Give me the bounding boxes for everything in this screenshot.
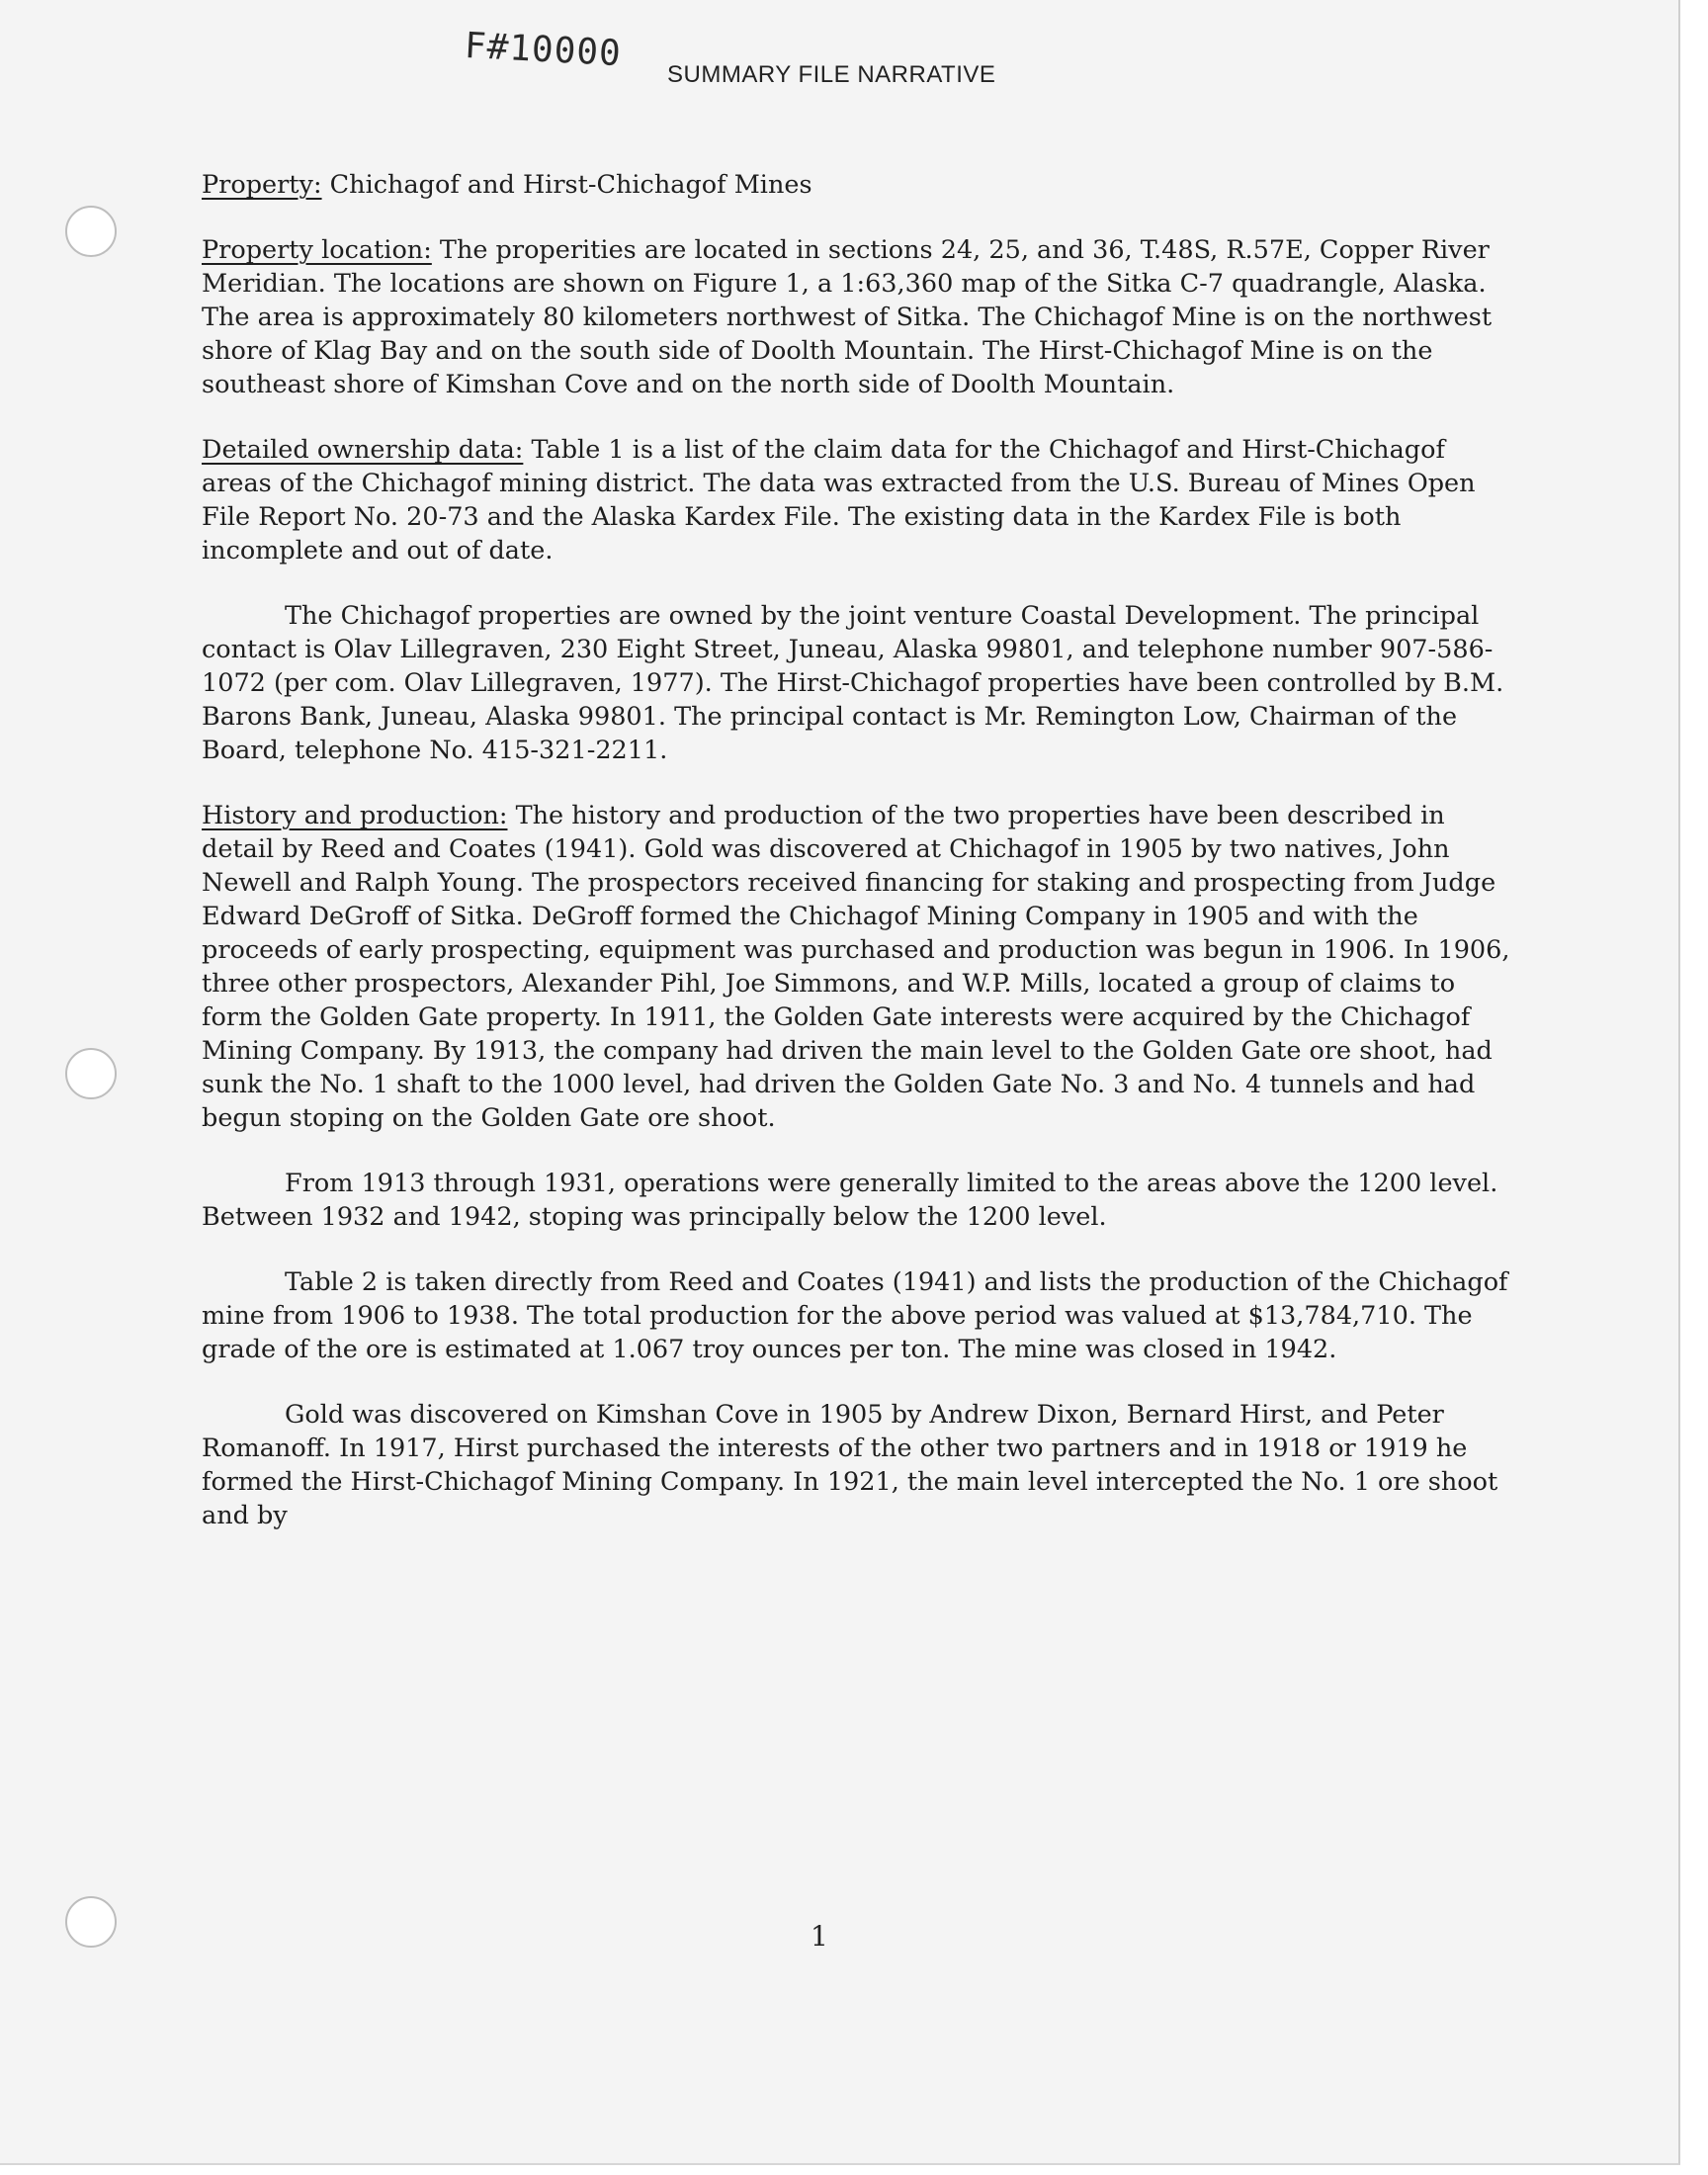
history-text: The history and production of the two properties have been described in detail by Reed and Coates (1941). Gold was discovered at Chichagof in 1905 by two natives, John Newell and Ralph Young. The prospectors received financing for staking and prospecting from Judge Edward DeGroff of Sitka. DeGroff formed the Chichagof Mining Company in 1905 and with the proceeds of early prospecting, equipment was purchased and production was begun in 1906. In 1906, three other prospectors, Alexander Pihl, Joe Simmons, and W.P. Mills, located a group of claims to form the Golden Gate property. In 1911, the Golden Gate interests were acquired by the Chichagof Mining Company. By 1913, the company had driven the main level to the Golden Gate ore shoot, had sunk the No. 1 shaft to the 1000 level, had driven the Golden Gate No. 3 and No. 4 tunnels and had begun stoping on the Golden Gate ore shoot. <box>202 801 1510 1133</box>
file-number-stamp: F#10000 <box>464 25 623 75</box>
history-paragraph-4: Gold was discovered on Kimshan Cove in 1905 by Andrew Dixon, Bernard Hirst, and Peter Romanoff. In 1917, Hirst purchased the interests of the other two partners and in 1918 or 1919 he formed the Hirst-Chichagof Mining Company. In 1921, the main level intercepted the No. 1 ore shoot and by <box>202 1400 1498 1530</box>
location-heading: Property location: <box>202 235 432 265</box>
history-heading: History and production: <box>202 801 508 830</box>
document-body <box>202 168 1516 1564</box>
history-paragraph <box>202 799 1516 1135</box>
page-number: 1 <box>811 1920 828 1953</box>
punch-hole-middle <box>65 1048 117 1099</box>
ownership-heading: Detailed ownership data: <box>202 435 524 465</box>
punch-hole-top <box>65 206 117 257</box>
property-paragraph <box>202 168 1516 202</box>
ownership-paragraph <box>202 433 1516 567</box>
history-paragraph-2: From 1913 through 1931, operations were generally limited to the areas above the 1200 level. Between 1932 and 1942, stoping was principally below the 1200 level. <box>202 1169 1498 1232</box>
ownership-paragraph-2: The Chichagof properties are owned by the joint venture Coastal Development. The principal contact is Olav Lillegraven, 230 Eight Street, Juneau, Alaska 99801, and telephone number 907-586-1072 (per com. Olav Lillegraven, 1977). The Hirst-Chichagof properties have been controlled by B.M. Barons Bank, Juneau, Alaska 99801. The principal contact is Mr. Remington Low, Chairman of the Board, telephone No. 415-321-2211. <box>202 601 1504 765</box>
location-text: The properities are located in sections 24, 25, and 36, T.48S, R.57E, Copper River Meridian. The locations are shown on Figure 1, a 1:63,360 map of the Sitka C-7 quadrangle, Alaska. The area is approximately 80 kilometers northwest of Sitka. The Chichagof Mine is on the northwest shore of Klag Bay and on the south side of Doolth Mountain. The Hirst-Chichagof Mine is on the southeast shore of Kimshan Cove and on the north side of Doolth Mountain. <box>202 235 1493 399</box>
punch-hole-bottom <box>65 1896 117 1948</box>
document-title: SUMMARY FILE NARRATIVE <box>667 61 996 88</box>
location-paragraph <box>202 233 1516 401</box>
property-text: Chichagof and Hirst-Chichagof Mines <box>321 170 812 200</box>
history-paragraph-3: Table 2 is taken directly from Reed and Coates (1941) and lists the production of the Chichagof mine from 1906 to 1938. The total production for the above period was valued at $13,784,710. The grade of the ore is estimated at 1.067 troy ounces per ton. The mine was closed in 1942. <box>202 1267 1508 1364</box>
property-heading: Property: <box>202 170 322 200</box>
ownership-text: Table 1 is a list of the claim data for the Chichagof and Hirst-Chichagof areas of the Chichagof mining district. The data was extracted from the U.S. Bureau of Mines Open File Report No. 20-73 and the Alaska Kardex File. The existing data in the Kardex File is both incomplete and out of date. <box>202 435 1476 566</box>
